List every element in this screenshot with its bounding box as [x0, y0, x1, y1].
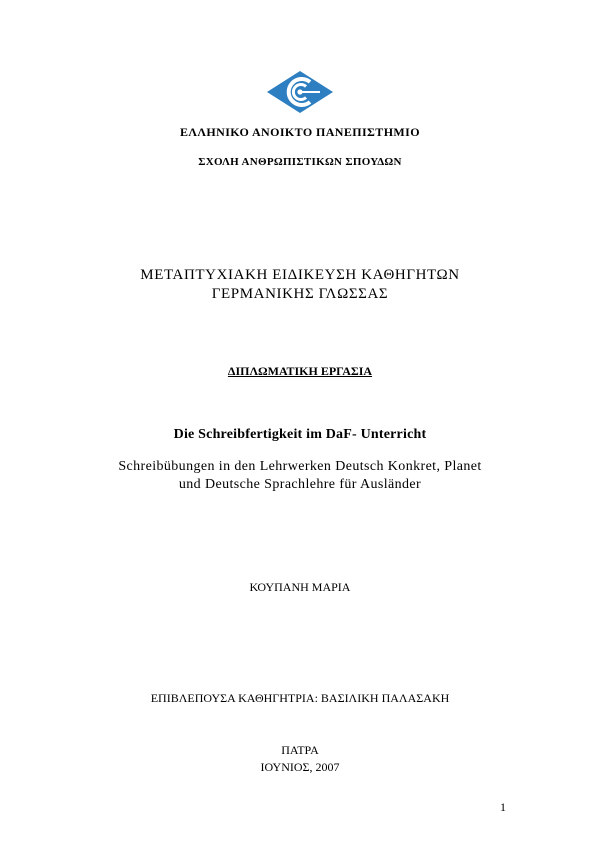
program-title-line-1: ΜΕΤΑΠΤΥΧΙΑΚΗ ΕΙΔΙΚΕΥΣΗ ΚΑΘΗΓΗΤΩΝ [140, 267, 460, 283]
author-name: ΚΟΥΠΑΝΗ ΜΑΡΙΑ [249, 580, 351, 594]
program-title-line-2: ΓΕΡΜΑΝΙΚΗΣ ΓΛΩΣΣΑΣ [211, 286, 389, 302]
thesis-subtitle-line-2: und Deutsche Sprachlehre für Ausländer [178, 477, 422, 492]
thesis-subtitle-line-1: Schreibübungen in den Lehrwerken Deutsch Konkret, Planet [118, 459, 482, 474]
school-name: ΣΧΟΛΗ ΑΝΘΡΩΠΙΣΤΙΚΩΝ ΣΠΟΥΔΩΝ [198, 156, 402, 168]
supervisor-line: ΕΠΙΒΛΕΠΟΥΣΑ ΚΑΘΗΓΗΤΡΙΑ: ΒΑΣΙΛΙΚΗ ΠΑΛΑΣΑΚΗ [150, 691, 450, 705]
thesis-type: ΔΙΠΛΩΜΑΤΙΚΗ ΕΡΓΑΣΙΑ [227, 364, 373, 378]
place: ΠΑΤΡΑ [281, 743, 319, 757]
university-emblem-icon [266, 70, 334, 114]
date: ΙΟΥΝΙΟΣ, 2007 [260, 760, 340, 774]
university-name: ΕΛΛΗΝΙΚΟ ΑΝΟΙΚΤΟ ΠΑΝΕΠΙΣΤΗΜΙΟ [180, 125, 420, 139]
page-number: 1 [500, 800, 506, 814]
thesis-title: Die Schreibfertigkeit im DaF- Unterricht [173, 427, 427, 442]
